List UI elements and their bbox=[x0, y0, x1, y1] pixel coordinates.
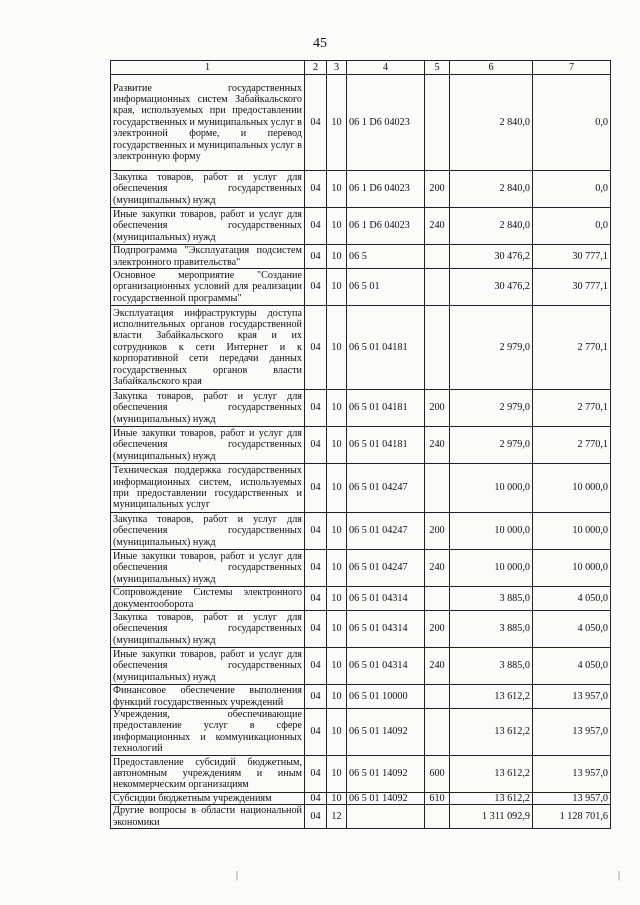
expense-type-cell bbox=[425, 75, 450, 171]
amount-col6-cell: 2 979,0 bbox=[450, 427, 533, 464]
expense-type-cell bbox=[425, 269, 450, 306]
amount-col7-cell: 13 957,0 bbox=[533, 755, 611, 792]
section-code-cell: 04 bbox=[305, 755, 327, 792]
table-row bbox=[111, 245, 611, 269]
col-header-4: 4 bbox=[347, 61, 425, 75]
amount-col7-cell: 13 957,0 bbox=[533, 709, 611, 756]
amount-col6-cell: 13 612,2 bbox=[450, 685, 533, 709]
section-code-cell: 04 bbox=[305, 171, 327, 208]
table-row bbox=[111, 611, 611, 648]
table-row bbox=[111, 306, 611, 390]
amount-col6-cell: 10 000,0 bbox=[450, 513, 533, 550]
row-name-cell: Развитие государственных информационных систем Забайкальского края, используемых при предоставлении государственных и муниципальных услуг в электронной форме, и перевод государственных и муниципальных услуг в электронную форму bbox=[111, 75, 305, 171]
subsection-code-cell: 12 bbox=[327, 805, 347, 829]
target-article-cell: 06 5 01 04181 bbox=[347, 427, 425, 464]
amount-col7-cell: 10 000,0 bbox=[533, 550, 611, 587]
table-row bbox=[111, 648, 611, 685]
subsection-code-cell: 10 bbox=[327, 427, 347, 464]
table-row bbox=[111, 792, 611, 804]
target-article-cell: 06 5 01 14092 bbox=[347, 792, 425, 804]
table-row bbox=[111, 390, 611, 427]
row-name-cell: Сопровождение Системы электронного документооборота bbox=[111, 587, 305, 611]
table-row bbox=[111, 587, 611, 611]
row-name-cell: Закупка товаров, работ и услуг для обеспечения государственных (муниципальных) нужд bbox=[111, 513, 305, 550]
amount-col6-cell: 2 840,0 bbox=[450, 171, 533, 208]
target-article-cell: 06 5 01 04314 bbox=[347, 648, 425, 685]
table-row bbox=[111, 805, 611, 829]
target-article-cell: 06 5 01 04247 bbox=[347, 550, 425, 587]
subsection-code-cell: 10 bbox=[327, 587, 347, 611]
expense-type-cell: 200 bbox=[425, 171, 450, 208]
amount-col6-cell: 13 612,2 bbox=[450, 755, 533, 792]
col-header-6: 6 bbox=[450, 61, 533, 75]
row-name-cell: Субсидии бюджетным учреждениям bbox=[111, 792, 305, 804]
budget-table bbox=[110, 60, 611, 829]
amount-col7-cell: 30 777,1 bbox=[533, 269, 611, 306]
amount-col7-cell: 0,0 bbox=[533, 75, 611, 171]
expense-type-cell bbox=[425, 805, 450, 829]
expense-type-cell: 240 bbox=[425, 550, 450, 587]
subsection-code-cell: 10 bbox=[327, 611, 347, 648]
row-name-cell: Закупка товаров, работ и услуг для обеспечения государственных (муниципальных) нужд bbox=[111, 611, 305, 648]
section-code-cell: 04 bbox=[305, 306, 327, 390]
row-name-cell: Иные закупки товаров, работ и услуг для обеспечения государственных (муниципальных) нужд bbox=[111, 648, 305, 685]
amount-col6-cell: 3 885,0 bbox=[450, 648, 533, 685]
amount-col7-cell: 10 000,0 bbox=[533, 513, 611, 550]
table-row bbox=[111, 464, 611, 513]
amount-col6-cell: 30 476,2 bbox=[450, 245, 533, 269]
subsection-code-cell: 10 bbox=[327, 709, 347, 756]
table-row bbox=[111, 171, 611, 208]
expense-type-cell bbox=[425, 709, 450, 756]
table-row bbox=[111, 755, 611, 792]
expense-type-cell: 240 bbox=[425, 427, 450, 464]
target-article-cell bbox=[347, 805, 425, 829]
expense-type-cell bbox=[425, 685, 450, 709]
table-row bbox=[111, 75, 611, 171]
row-name-cell: Другие вопросы в области национальной экономики bbox=[111, 805, 305, 829]
row-name-cell: Учреждения, обеспечивающие предоставление услуг в сфере информационных и коммуникационных технологий bbox=[111, 709, 305, 756]
section-code-cell: 04 bbox=[305, 269, 327, 306]
subsection-code-cell: 10 bbox=[327, 685, 347, 709]
subsection-code-cell: 10 bbox=[327, 171, 347, 208]
subsection-code-cell: 10 bbox=[327, 792, 347, 804]
section-code-cell: 04 bbox=[305, 390, 327, 427]
table-row bbox=[111, 550, 611, 587]
amount-col6-cell: 30 476,2 bbox=[450, 269, 533, 306]
subsection-code-cell: 10 bbox=[327, 208, 347, 245]
amount-col6-cell: 3 885,0 bbox=[450, 587, 533, 611]
row-name-cell: Закупка товаров, работ и услуг для обеспечения государственных (муниципальных) нужд bbox=[111, 171, 305, 208]
section-code-cell: 04 bbox=[305, 709, 327, 756]
amount-col6-cell: 3 885,0 bbox=[450, 611, 533, 648]
subsection-code-cell: 10 bbox=[327, 306, 347, 390]
amount-col7-cell: 4 050,0 bbox=[533, 587, 611, 611]
table-row bbox=[111, 269, 611, 306]
section-code-cell: 04 bbox=[305, 648, 327, 685]
section-code-cell: 04 bbox=[305, 75, 327, 171]
amount-col6-cell: 2 840,0 bbox=[450, 75, 533, 171]
subsection-code-cell: 10 bbox=[327, 550, 347, 587]
expense-type-cell bbox=[425, 245, 450, 269]
row-name-cell: Основное мероприятие "Создание организационных условий для реализации государственной программы" bbox=[111, 269, 305, 306]
amount-col7-cell: 4 050,0 bbox=[533, 611, 611, 648]
table-row bbox=[111, 709, 611, 756]
section-code-cell: 04 bbox=[305, 587, 327, 611]
section-code-cell: 04 bbox=[305, 685, 327, 709]
section-code-cell: 04 bbox=[305, 208, 327, 245]
page-number: 45 bbox=[313, 36, 327, 51]
target-article-cell: 06 5 01 04181 bbox=[347, 390, 425, 427]
expense-type-cell bbox=[425, 306, 450, 390]
subsection-code-cell: 10 bbox=[327, 755, 347, 792]
amount-col6-cell: 2 979,0 bbox=[450, 390, 533, 427]
subsection-code-cell: 10 bbox=[327, 245, 347, 269]
expense-type-cell: 600 bbox=[425, 755, 450, 792]
section-code-cell: 04 bbox=[305, 611, 327, 648]
target-article-cell: 06 5 01 14092 bbox=[347, 709, 425, 756]
table-row bbox=[111, 208, 611, 245]
amount-col7-cell: 1 128 701,6 bbox=[533, 805, 611, 829]
header-row bbox=[111, 61, 611, 75]
amount-col7-cell: 10 000,0 bbox=[533, 464, 611, 513]
col-header-1: 1 bbox=[111, 61, 305, 75]
amount-col6-cell: 13 612,2 bbox=[450, 709, 533, 756]
target-article-cell: 06 5 bbox=[347, 245, 425, 269]
section-code-cell: 04 bbox=[305, 513, 327, 550]
section-code-cell: 04 bbox=[305, 427, 327, 464]
amount-col7-cell: 4 050,0 bbox=[533, 648, 611, 685]
col-header-5: 5 bbox=[425, 61, 450, 75]
expense-type-cell: 240 bbox=[425, 648, 450, 685]
amount-col7-cell: 2 770,1 bbox=[533, 427, 611, 464]
expense-type-cell bbox=[425, 464, 450, 513]
row-name-cell: Иные закупки товаров, работ и услуг для обеспечения государственных (муниципальных) нужд bbox=[111, 427, 305, 464]
expense-type-cell: 610 bbox=[425, 792, 450, 804]
expense-type-cell bbox=[425, 587, 450, 611]
target-article-cell: 06 5 01 04247 bbox=[347, 513, 425, 550]
subsection-code-cell: 10 bbox=[327, 464, 347, 513]
table-row bbox=[111, 685, 611, 709]
amount-col6-cell: 1 311 092,9 bbox=[450, 805, 533, 829]
table-row bbox=[111, 427, 611, 464]
amount-col7-cell: 0,0 bbox=[533, 208, 611, 245]
row-name-cell: Подпрограмма "Эксплуатация подсистем электронного правительства" bbox=[111, 245, 305, 269]
amount-col6-cell: 13 612,2 bbox=[450, 792, 533, 804]
amount-col7-cell: 2 770,1 bbox=[533, 390, 611, 427]
subsection-code-cell: 10 bbox=[327, 513, 347, 550]
table-row bbox=[111, 513, 611, 550]
target-article-cell: 06 5 01 04181 bbox=[347, 306, 425, 390]
subsection-code-cell: 10 bbox=[327, 390, 347, 427]
target-article-cell: 06 5 01 04247 bbox=[347, 464, 425, 513]
section-code-cell: 04 bbox=[305, 550, 327, 587]
row-name-cell: Эксплуатация инфраструктуры доступа исполнительных органов государственной власти Забайкальского края и их сотрудников к сети Интернет и к корпоративной сети передачи данных государственных органов власти Забайкальского края bbox=[111, 306, 305, 390]
amount-col7-cell: 13 957,0 bbox=[533, 685, 611, 709]
subsection-code-cell: 10 bbox=[327, 269, 347, 306]
scan-mark: | bbox=[236, 870, 239, 881]
target-article-cell: 06 1 D6 04023 bbox=[347, 171, 425, 208]
amount-col6-cell: 2 840,0 bbox=[450, 208, 533, 245]
target-article-cell: 06 1 D6 04023 bbox=[347, 75, 425, 171]
target-article-cell: 06 5 01 04314 bbox=[347, 611, 425, 648]
target-article-cell: 06 5 01 10000 bbox=[347, 685, 425, 709]
section-code-cell: 04 bbox=[305, 792, 327, 804]
col-header-2: 2 bbox=[305, 61, 327, 75]
col-header-3: 3 bbox=[327, 61, 347, 75]
row-name-cell: Техническая поддержка государственных информационных систем, используемых при предоставлении государственных и муниципальных услуг bbox=[111, 464, 305, 513]
subsection-code-cell: 10 bbox=[327, 75, 347, 171]
section-code-cell: 04 bbox=[305, 464, 327, 513]
target-article-cell: 06 5 01 bbox=[347, 269, 425, 306]
expense-type-cell: 200 bbox=[425, 611, 450, 648]
expense-type-cell: 200 bbox=[425, 513, 450, 550]
row-name-cell: Финансовое обеспечение выполнения функций государственных учреждений bbox=[111, 685, 305, 709]
amount-col7-cell: 0,0 bbox=[533, 171, 611, 208]
expense-type-cell: 200 bbox=[425, 390, 450, 427]
row-name-cell: Иные закупки товаров, работ и услуг для обеспечения государственных (муниципальных) нужд bbox=[111, 208, 305, 245]
row-name-cell: Иные закупки товаров, работ и услуг для обеспечения государственных (муниципальных) нужд bbox=[111, 550, 305, 587]
col-header-7: 7 bbox=[533, 61, 611, 75]
amount-col6-cell: 2 979,0 bbox=[450, 306, 533, 390]
target-article-cell: 06 5 01 14092 bbox=[347, 755, 425, 792]
amount-col6-cell: 10 000,0 bbox=[450, 550, 533, 587]
row-name-cell: Закупка товаров, работ и услуг для обеспечения государственных (муниципальных) нужд bbox=[111, 390, 305, 427]
section-code-cell: 04 bbox=[305, 245, 327, 269]
amount-col7-cell: 30 777,1 bbox=[533, 245, 611, 269]
scan-mark: | bbox=[618, 870, 621, 881]
target-article-cell: 06 5 01 04314 bbox=[347, 587, 425, 611]
amount-col7-cell: 13 957,0 bbox=[533, 792, 611, 804]
section-code-cell: 04 bbox=[305, 805, 327, 829]
amount-col6-cell: 10 000,0 bbox=[450, 464, 533, 513]
subsection-code-cell: 10 bbox=[327, 648, 347, 685]
row-name-cell: Предоставление субсидий бюджетным, автономным учреждениям и иным некоммерческим организациям bbox=[111, 755, 305, 792]
amount-col7-cell: 2 770,1 bbox=[533, 306, 611, 390]
expense-type-cell: 240 bbox=[425, 208, 450, 245]
target-article-cell: 06 1 D6 04023 bbox=[347, 208, 425, 245]
